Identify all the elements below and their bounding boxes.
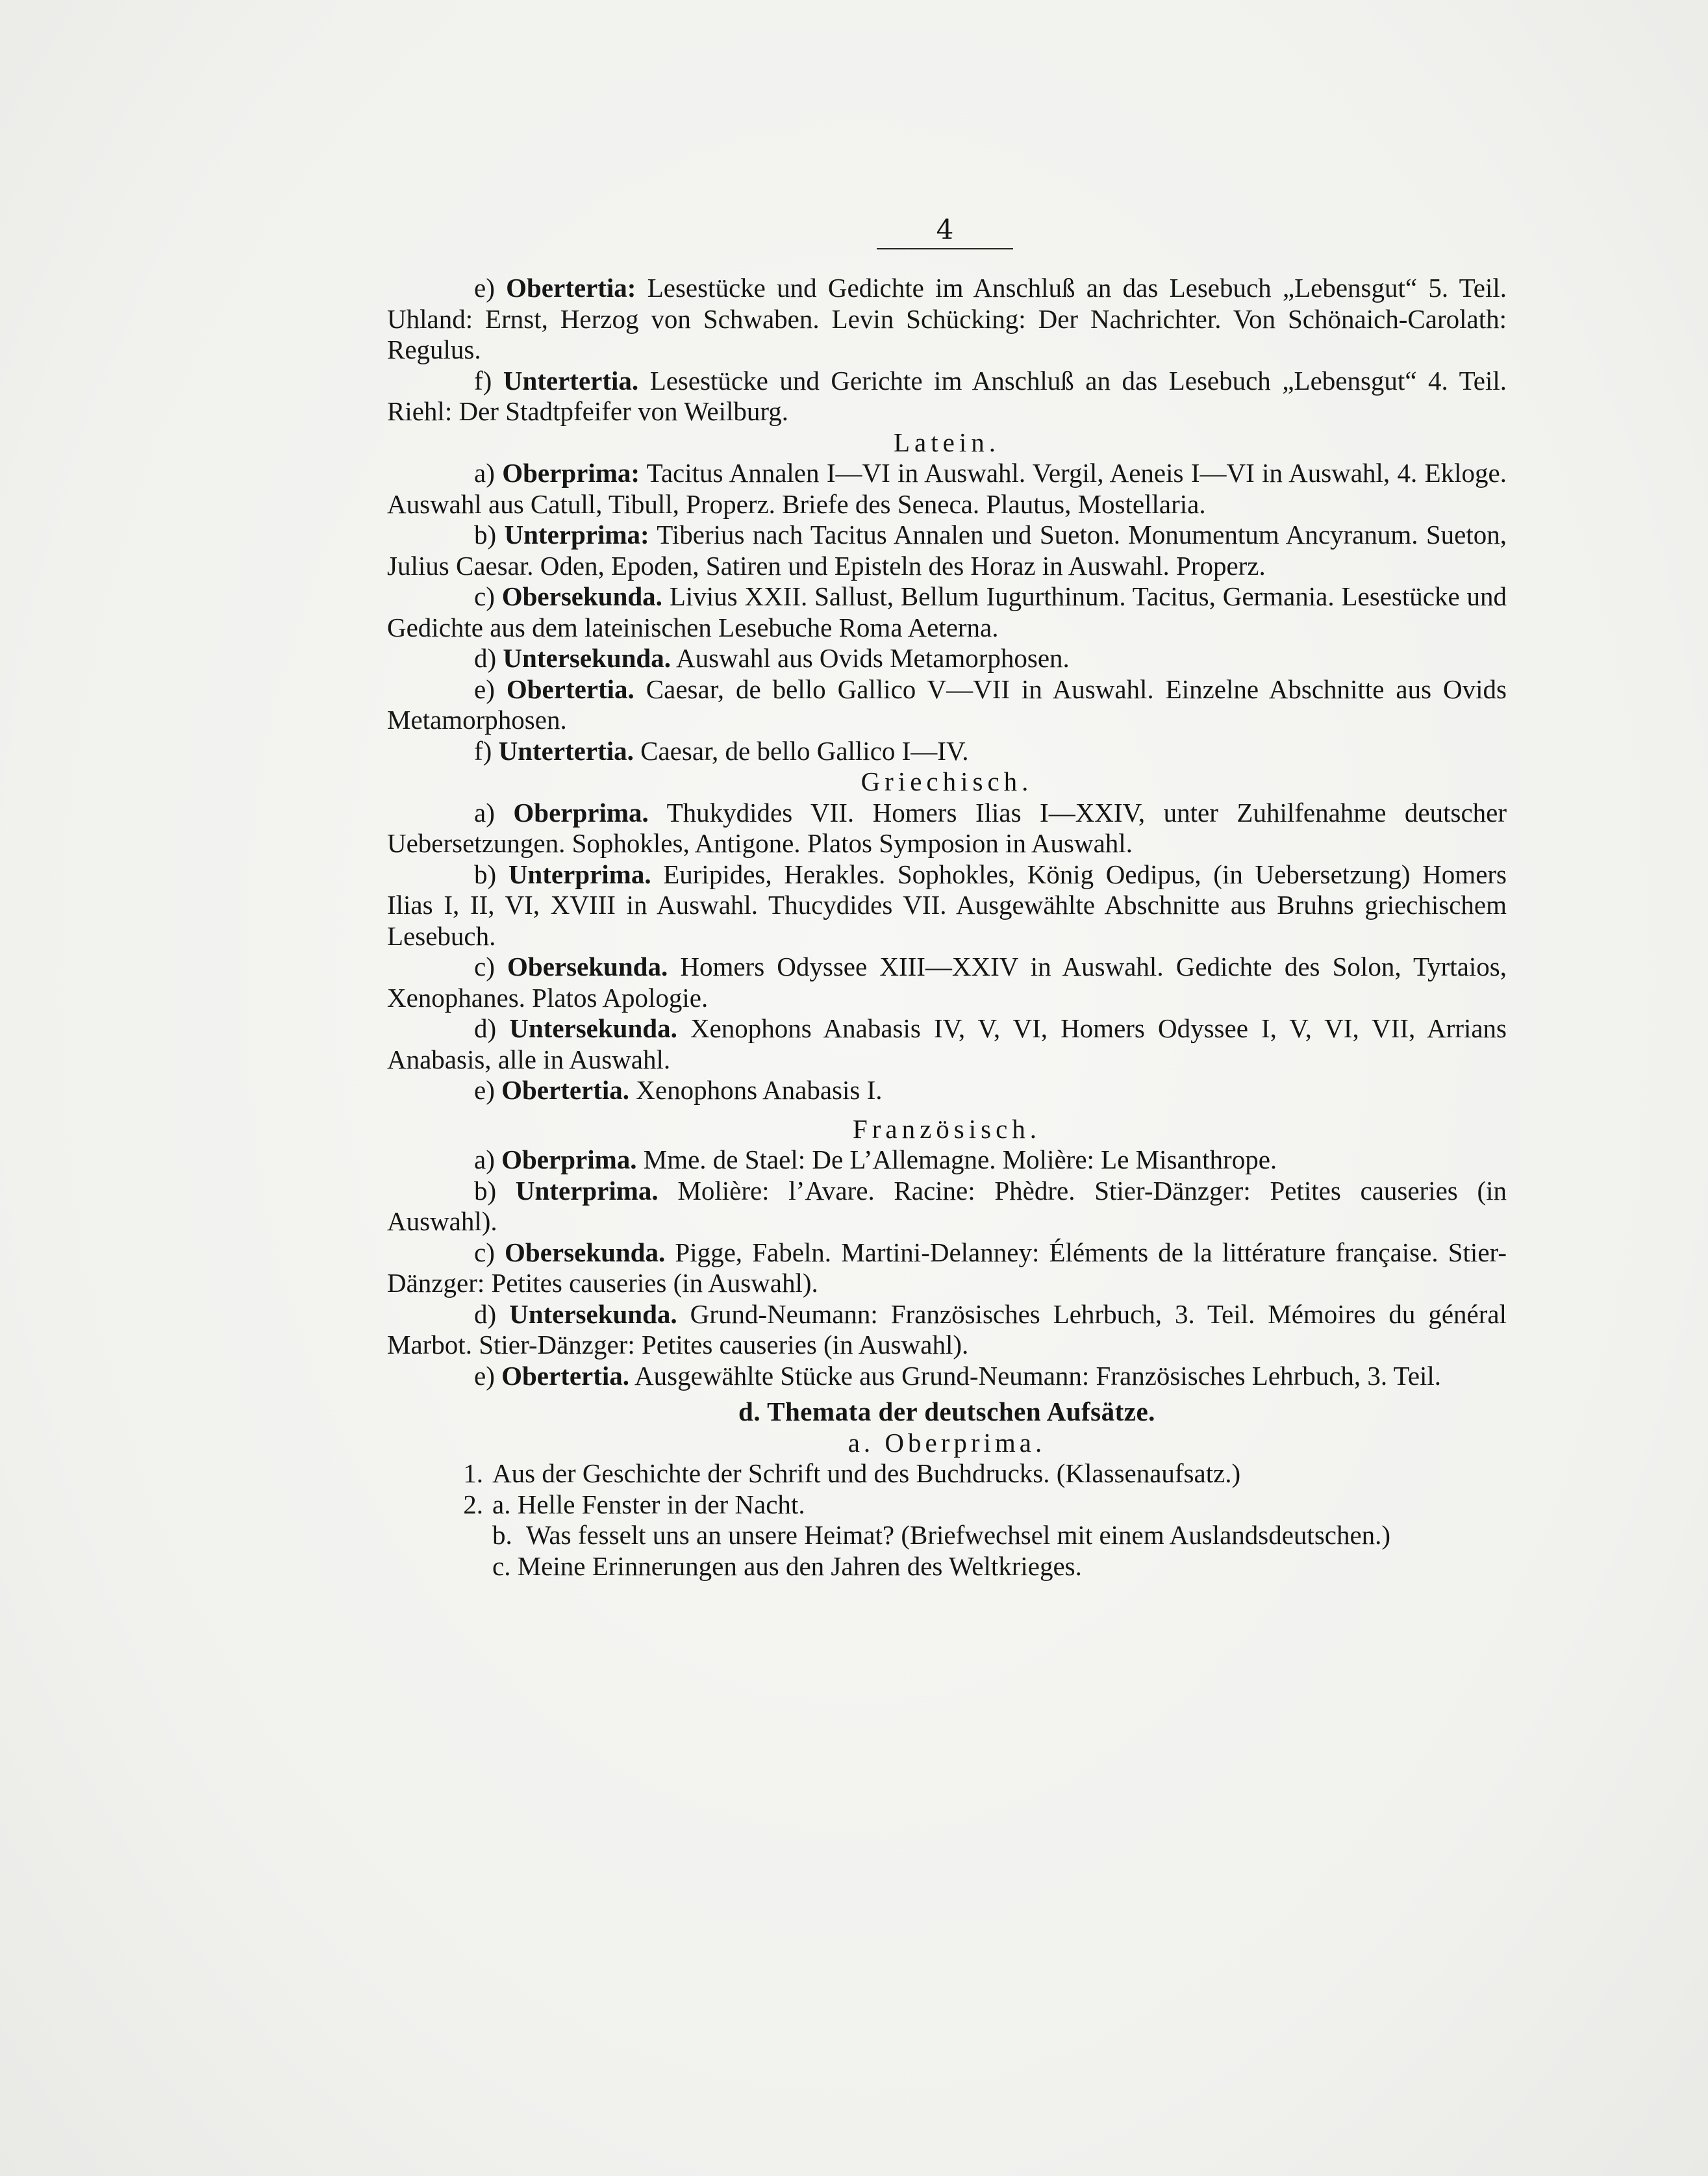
heading-themata: d. Themata der deutschen Aufsätze. (738, 1397, 1155, 1426)
paragraph-griechisch-d: d) Untersekunda. Xenophons Anabasis IV, V, VI, Homers Odyssee I, V, VI, VII, Arrians Anabasis, alle in Auswahl. (387, 1013, 1507, 1074)
paragraph-griechisch-e: e) Obertertia. Xenophons Anabasis I. (474, 1075, 883, 1105)
essay-topic-item: 2. a. Helle Fenster in der Nacht. (463, 1489, 805, 1519)
paragraph-latein-c: c) Obersekunda. Livius XXII. Sallust, Bellum Iugurthinum. Tacitus, Germania. Lesestücke und Gedichte aus dem lateinischen Lesebuche Roma Aeterna. (387, 581, 1507, 642)
paragraph-latein-e: e) Obertertia. Caesar, de bello Gallico V—VII in Auswahl. Einzelne Abschnitte aus Ovids Metamorphosen. (387, 674, 1507, 735)
paragraph-franzoesisch-b: b) Unterprima. Molière: l’Avare. Racine: Phèdre. Stier-Dänzger: Petites causeries (in Auswahl). (387, 1175, 1507, 1236)
paragraph-franzoesisch-e: e) Obertertia. Ausgewählte Stücke aus Grund-Neumann: Französisches Lehrbuch, 3. Teil. (474, 1360, 1442, 1391)
paragraph-latein-b: b) Unterprima: Tiberius nach Tacitus Annalen und Sueton. Monumentum Ancyranum. Sueton, Julius Caesar. Oden, Epoden, Satiren und Episteln des Horaz in Auswahl. Properz. (387, 520, 1507, 581)
paragraph-latein-f: f) Untertertia. Caesar, de bello Gallico I—IV. (474, 735, 969, 766)
text-column (387, 273, 1507, 1582)
paragraph-griechisch-a: a) Oberprima. Thukydides VII. Homers Ilias I—XXIV, unter Zuhilfenahme deutscher Uebersetzungen. Sophokles, Antigone. Platos Symposion in Auswahl. (387, 797, 1507, 858)
paragraph-franzoesisch-d: d) Untersekunda. Grund-Neumann: Französisches Lehrbuch, 3. Teil. Mémoires du général Marbot. Stier-Dänzger: Petites causeries (in Auswahl). (387, 1298, 1507, 1360)
paragraph-griechisch-c: c) Obersekunda. Homers Odyssee XIII—XXIV in Auswahl. Gedichte des Solon, Tyrtaios, Xenophanes. Platos Apologie. (387, 952, 1507, 1013)
heading-franzoesisch: Französisch. (852, 1113, 1042, 1144)
heading-latein: Latein. (894, 427, 1000, 457)
essay-topic-item: 1. Aus der Geschichte der Schrift und des Buchdrucks. (Klassenaufsatz.) (463, 1458, 1241, 1488)
paragraph-franzoesisch-a: a) Oberprima. Mme. de Stael: De L’Allemagne. Molière: Le Misanthrope. (474, 1145, 1277, 1174)
paragraph-latein-d: d) Untersekunda. Auswahl aus Ovids Metamorphosen. (474, 643, 1070, 673)
essay-topic-item: c. Meine Erinnerungen aus den Jahren des Weltkrieges. (492, 1550, 1082, 1581)
page-number: 4 (877, 214, 1013, 249)
subheading-oberprima: a. Oberprima. (848, 1427, 1046, 1458)
heading-griechisch: Griechisch. (860, 766, 1033, 796)
paragraph-latein-a: a) Oberprima: Tacitus Annalen I—VI in Auswahl. Vergil, Aeneis I—VI in Auswahl, 4. Ekloge. Auswahl aus Catull, Tibull, Properz. Briefe des Seneca. Plautus, Mostellaria. (387, 458, 1507, 519)
paragraph-franzoesisch-c: c) Obersekunda. Pigge, Fabeln. Martini-Delanney: Éléments de la littérature française. Stier-Dänzger: Petites causeries (in Auswahl). (387, 1237, 1507, 1298)
essay-topic-item: b. Was fesselt uns an unsere Heimat? (Briefwechsel mit einem Auslandsdeutschen.) (492, 1520, 1391, 1550)
paragraph-deutsch-e: e) Obertertia: Lesestücke und Gedichte im Anschluß an das Lesebuch „Lebensgut“ 5. Teil. Uhland: Ernst, Herzog von Schwaben. Levin Schücking: Der Nachrichter. Von Schönaich-Carolath: Regulus. (387, 273, 1507, 364)
paragraph-deutsch-f: f) Untertertia. Lesestücke und Gerichte im Anschluß an das Lesebuch „Lebensgut“ 4. Teil. Riehl: Der Stadtpfeifer von Weilburg. (387, 365, 1507, 426)
paragraph-griechisch-b: b) Unterprima. Euripides, Herakles. Sophokles, König Oedipus, (in Uebersetzung) Homers Ilias I, II, VI, XVIII in Auswahl. Thucydides VII. Ausgewählte Abschnitte aus Bruhns griechischem Lesebuch. (387, 859, 1507, 951)
essay-topics-list (387, 1458, 1507, 1582)
